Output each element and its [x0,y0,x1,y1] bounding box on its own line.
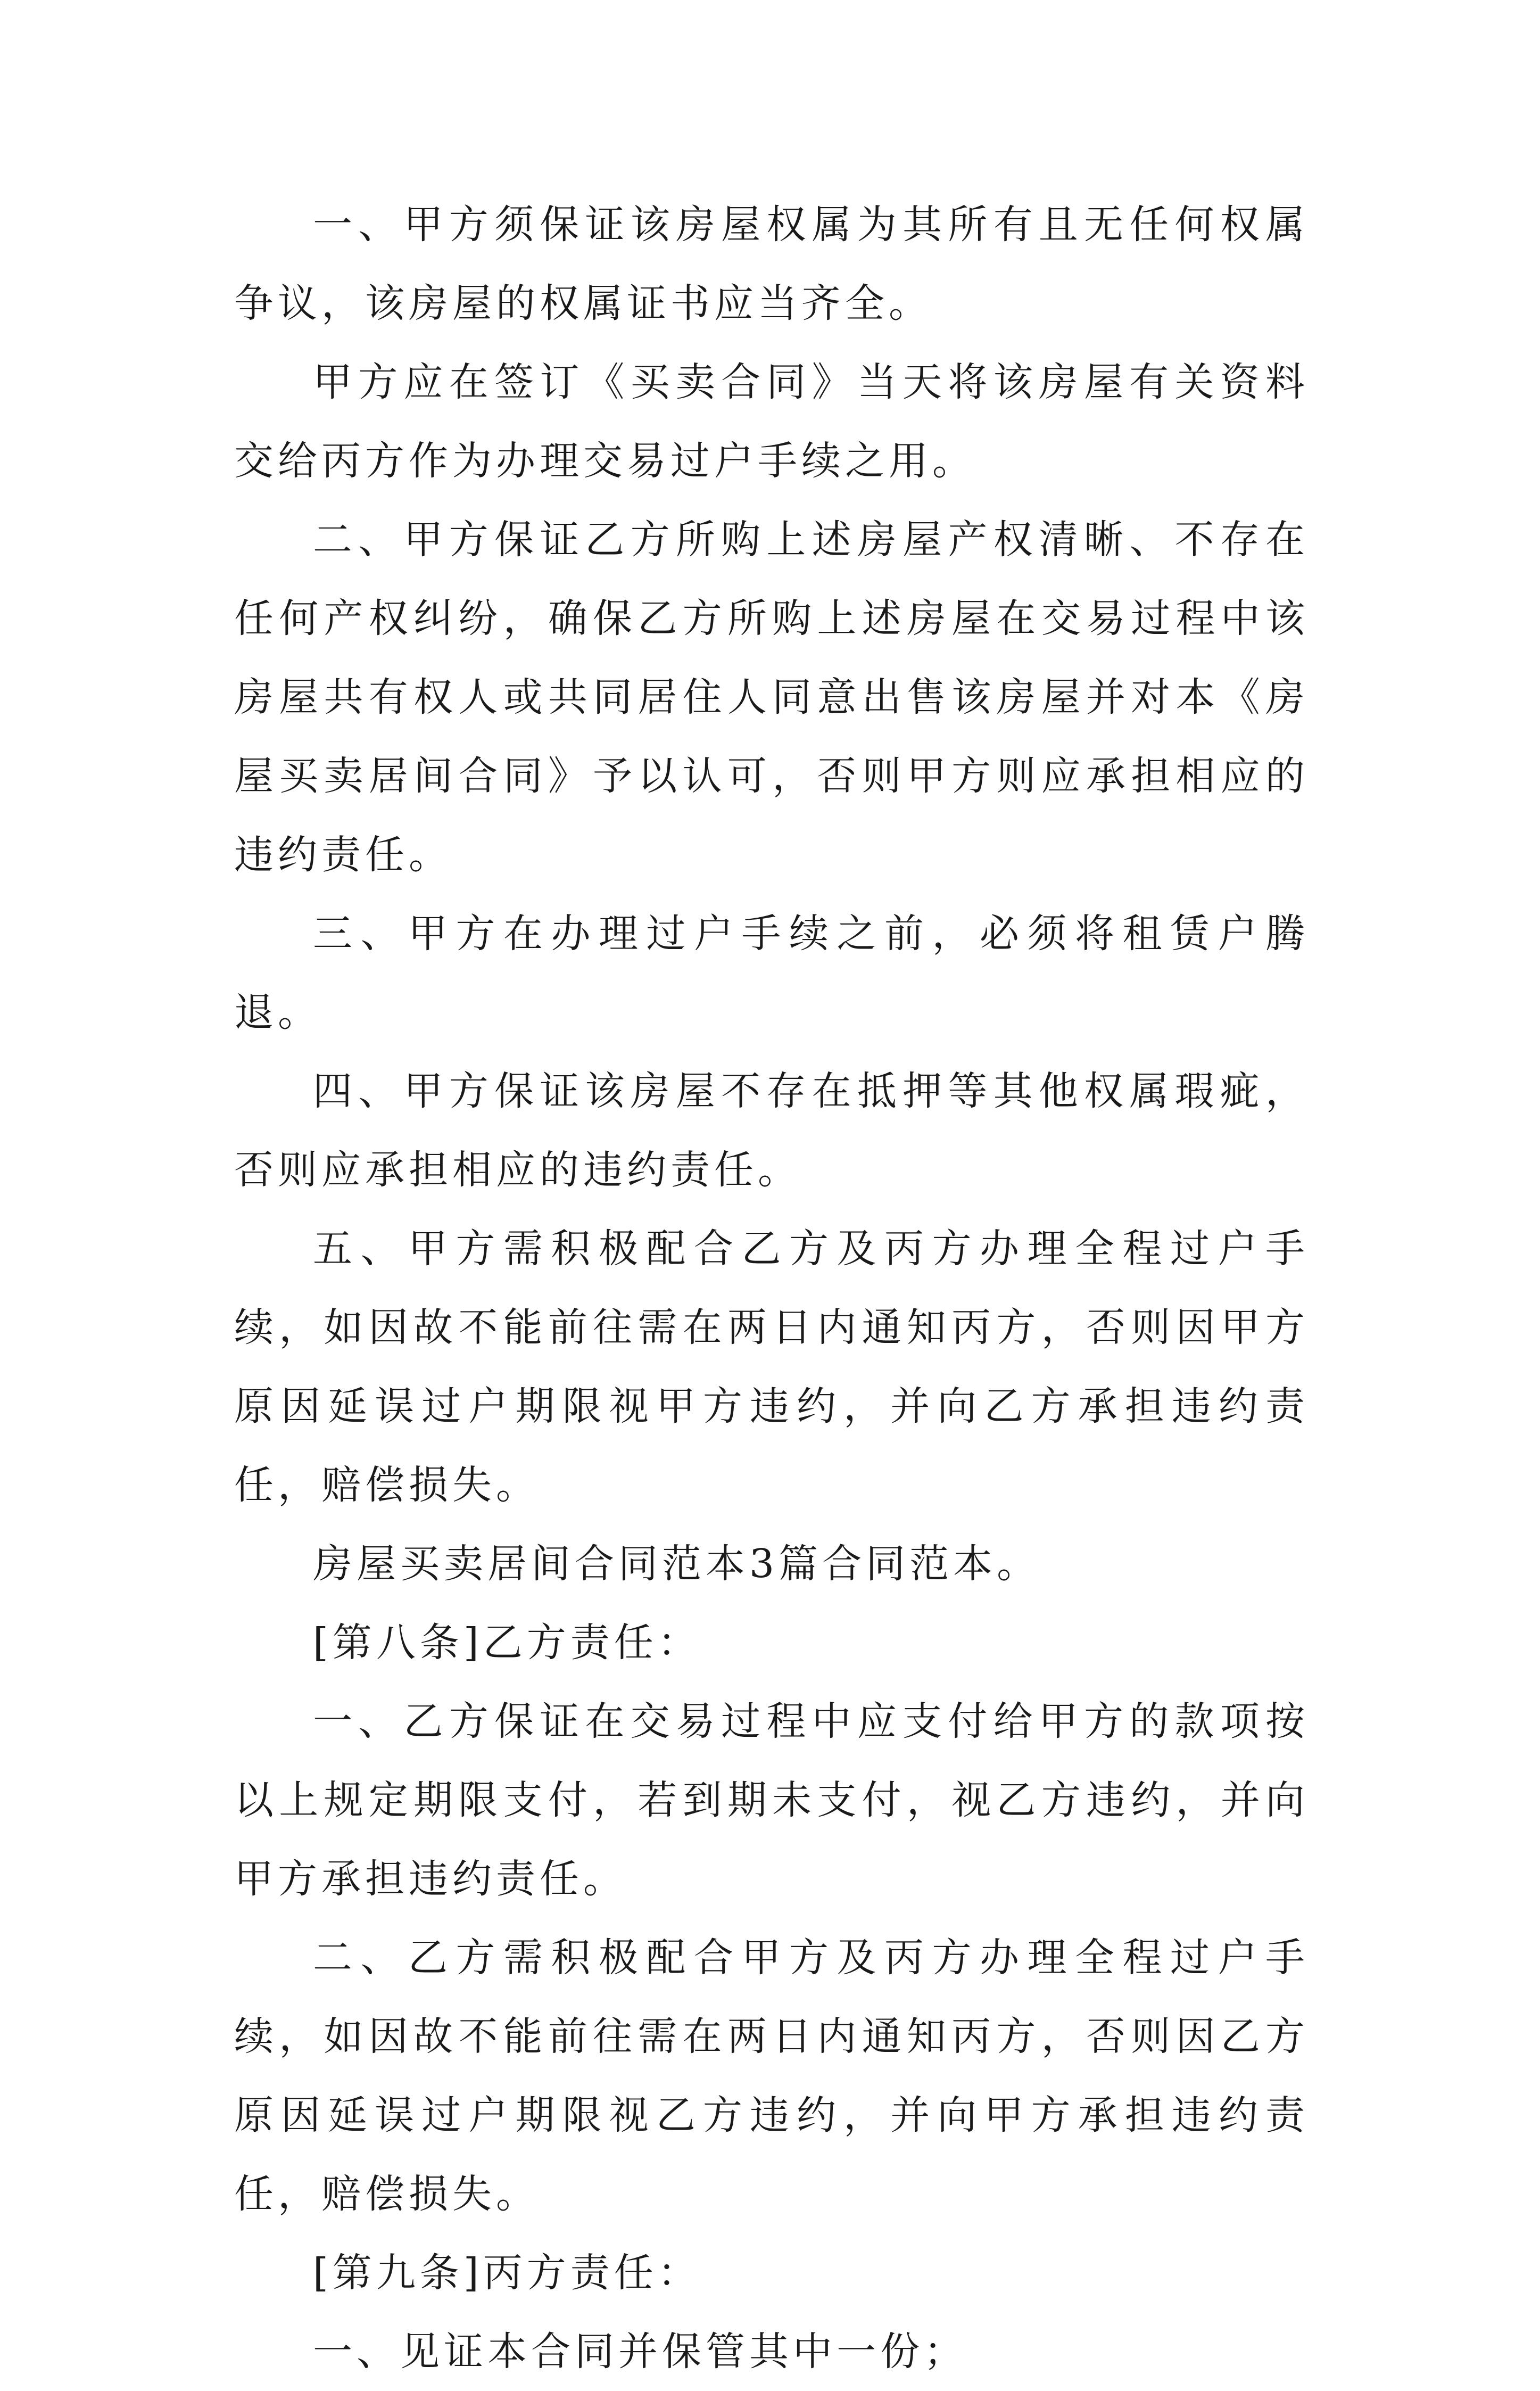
paragraph: 房屋买卖居间合同范本3篇合同范本。 [313,1541,1041,1587]
paragraph: 二、甲方保证乙方所购上述房屋产权清晰、不存在任何产权纠纷，确保乙方所购上述房屋在交易过程中该房屋共有权人或共同居住人同意出售该房屋并对本《房屋买卖居间合同》予以认可，否则甲方则应承担相应的违约责任。 [234,517,1309,878]
document-body [234,185,1309,2391]
paragraph: 三、甲方在办理过户手续之前，必须将租赁户腾退。 [234,911,1309,1035]
paragraph: 一、甲方须保证该房屋权属为其所有且无任何权属争议，该房屋的权属证书应当齐全。 [234,202,1309,326]
paragraph: 四、甲方保证该房屋不存在抵押等其他权属瑕疵，否则应承担相应的违约责任。 [234,1068,1309,1193]
paragraph: 甲方应在签订《买卖合同》当天将该房屋有关资料交给丙方作为办理交易过户手续之用。 [234,359,1309,484]
paragraph: 二、乙方需积极配合甲方及丙方办理全程过户手续，如因故不能前往需在两日内通知丙方，否则因乙方原因延误过户期限视乙方违约，并向甲方承担违约责任，赔偿损失。 [234,1935,1309,2217]
paragraph: 五、甲方需积极配合乙方及丙方办理全程过户手续，如因故不能前往需在两日内通知丙方，否则因甲方原因延误过户期限视甲方违约，并向乙方承担违约责任，赔偿损失。 [234,1226,1309,1508]
paragraph: 一、见证本合同并保管其中一份； [313,2329,967,2374]
section-heading: [第九条]丙方责任： [313,2250,701,2296]
section-heading: [第八条]乙方责任： [313,1620,701,1666]
paragraph: 一、乙方保证在交易过程中应支付给甲方的款项按以上规定期限支付，若到期未支付，视乙方违约，并向甲方承担违约责任。 [234,1699,1309,1902]
